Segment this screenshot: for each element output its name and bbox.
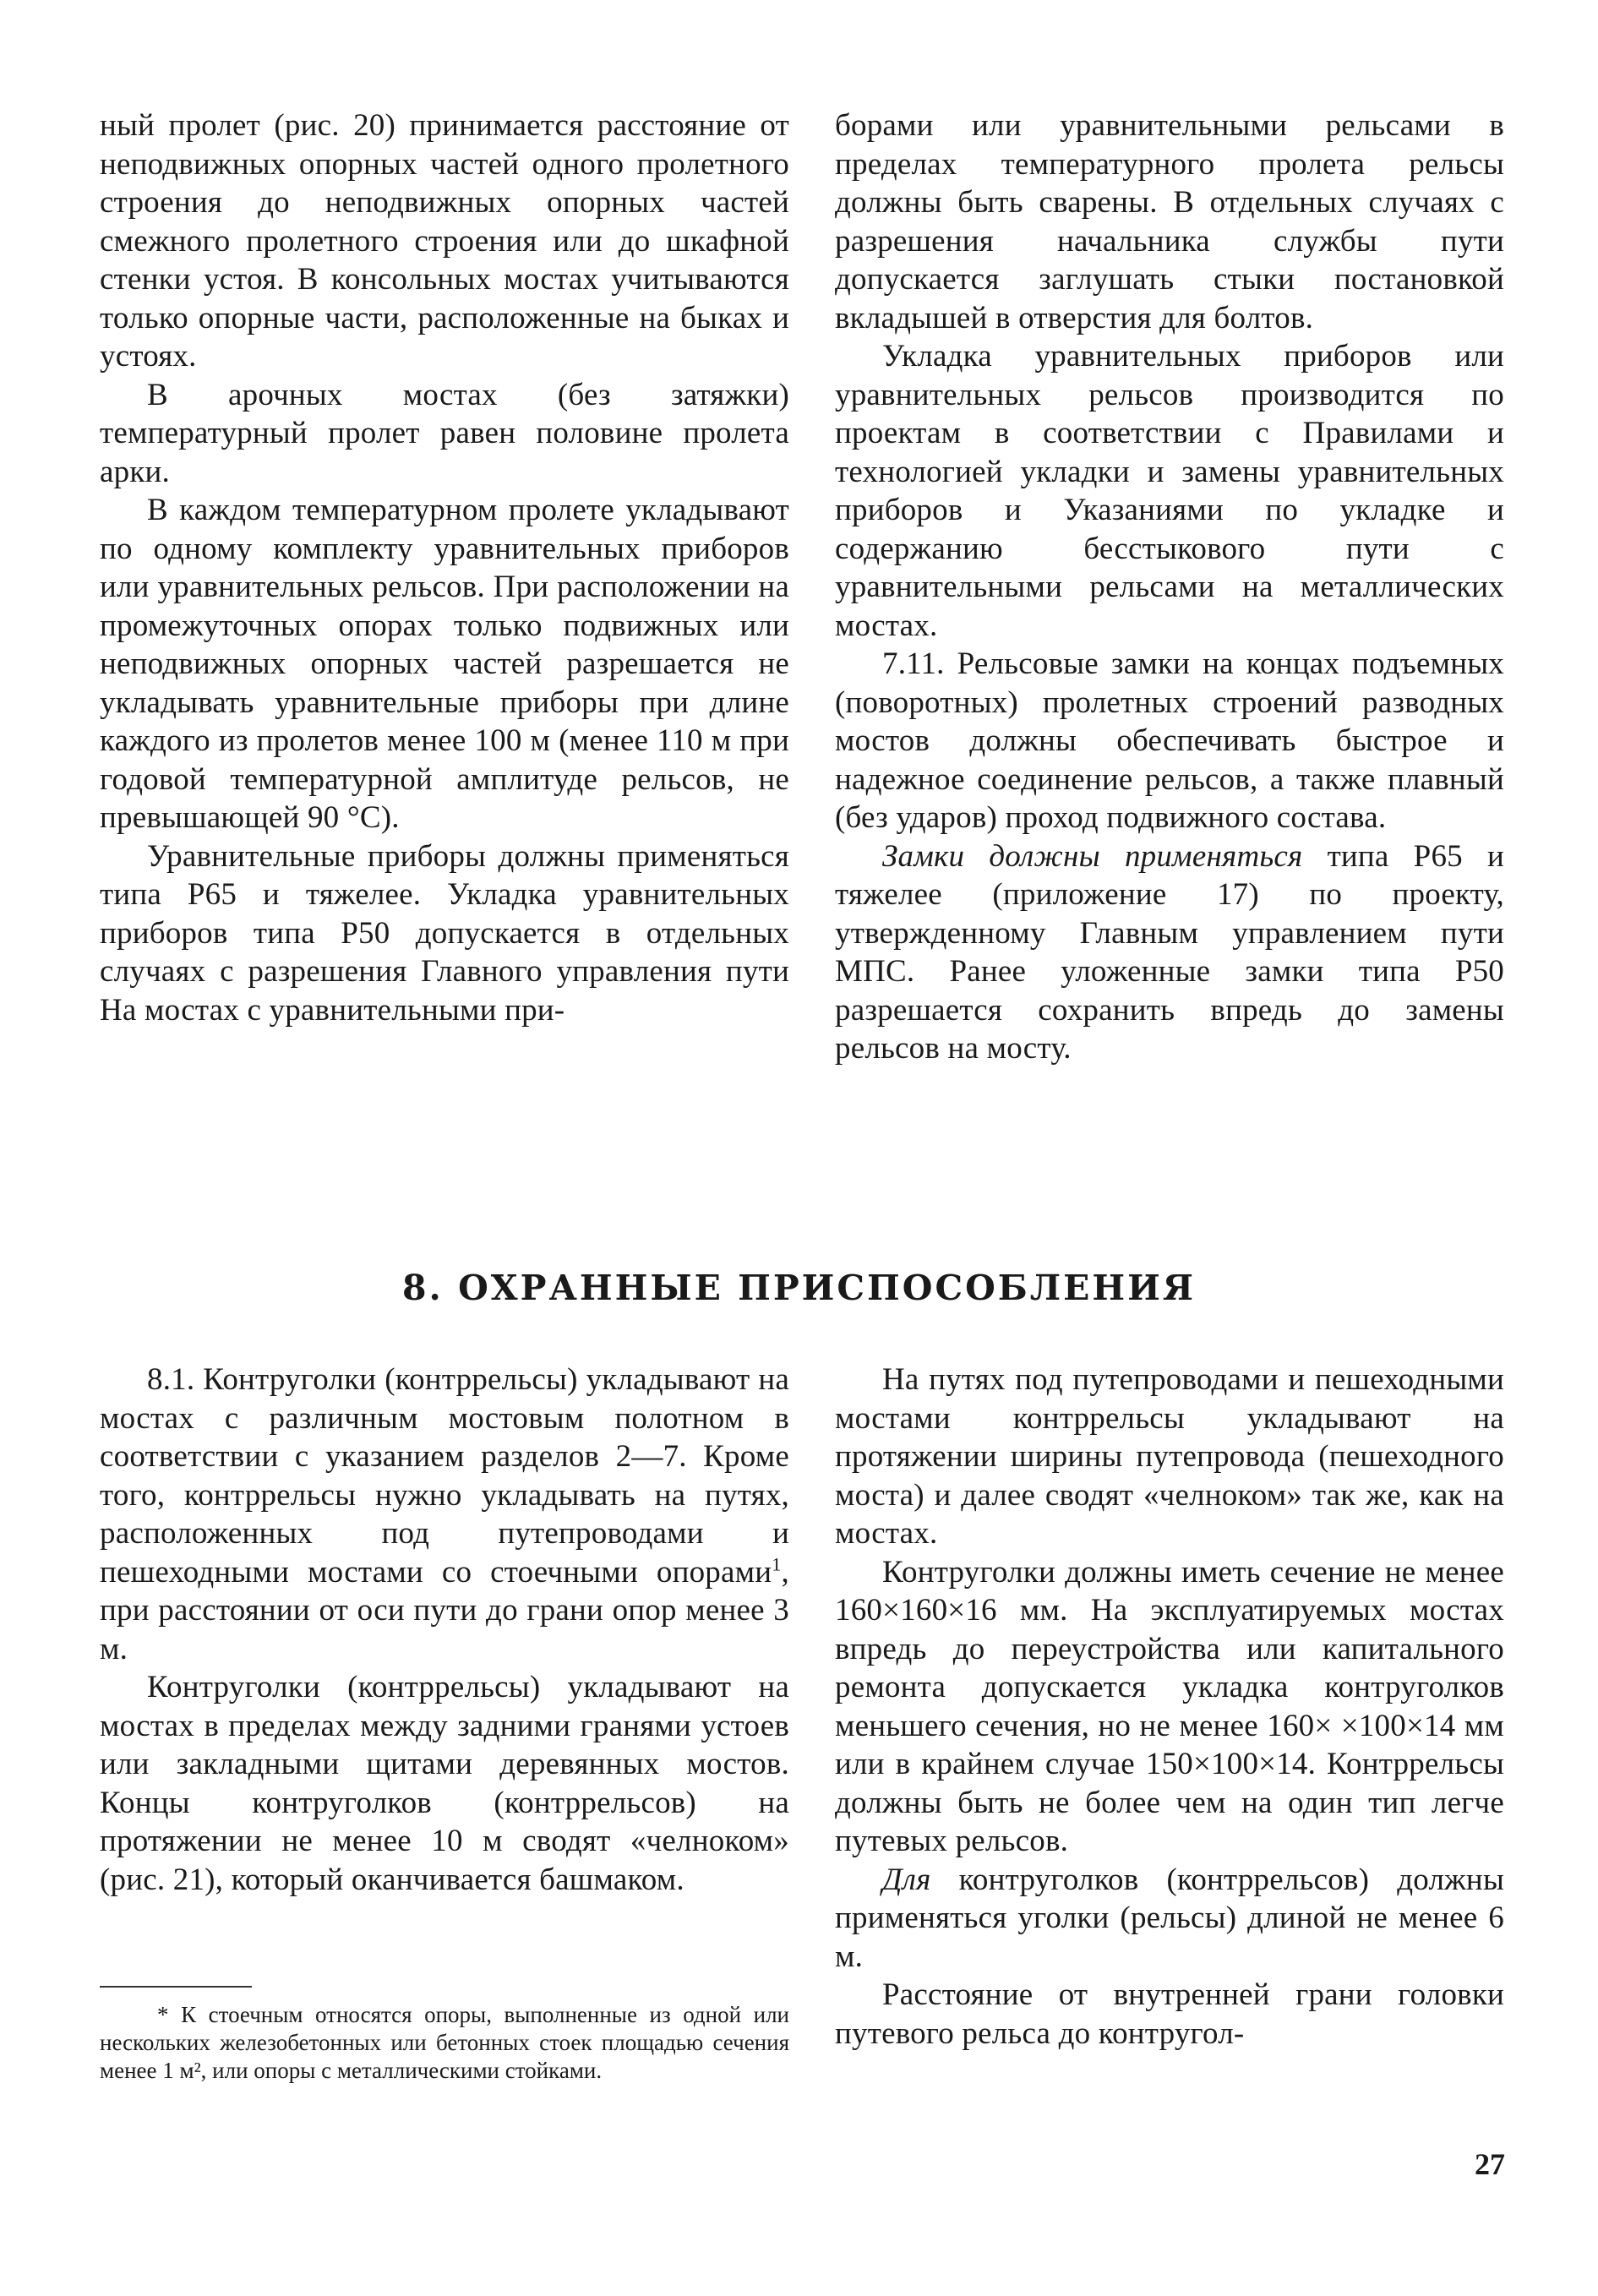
bottom-right-column [835, 1361, 1504, 2053]
footnote-text: * К стоечным относятся опоры, выполненные из одной или нескольких железобетонных или бетонных стоек площадью сечения менее 1 м², или опоры с металлическими стойками. [100, 2002, 789, 2083]
italic-text: Для [882, 1862, 931, 1897]
section-heading: 8. ОХРАННЫЕ ПРИСПОСОБЛЕНИЯ [402, 1268, 1196, 1308]
paragraph: Контруголки должны иметь сечение не менее 160×160×16 мм. На эксплуатируемых мостах впредь до переустройства или капитального ремонта допускается укладка контруголков меньшего сечения, но не менее 160× ×100×14 мм или в крайнем случае 150×100×14. Контррельсы должны быть не более чем на один тип легче путевых рельсов. [835, 1554, 1504, 1858]
paragraph [100, 1361, 789, 1668]
paragraph: Уравнительные приборы должны применяться типа Р65 и тяжелее. Укладка уравнительных приборов типа Р50 допускается в отдельных случаях с разрешения Главного управления пути На мостах с уравнительными при- [100, 838, 789, 1028]
paragraph: В арочных мостах (без затяжки) температурный пролет равен половине пролета арки. [100, 377, 789, 489]
paragraph: Укладка уравнительных приборов или уравнительных рельсов производится по проектам в соответствии с Правилами и технологией укладки и замены уравнительных приборов и Указаниями по укладке и содержанию бесстыкового пути с уравнительными рельсами на металлических мостах. [835, 339, 1504, 643]
paragraph [835, 1861, 1504, 1977]
paragraph: ный пролет (рис. 20) принимается расстояние от неподвижных опорных частей одного пролетного строения до неподвижных опорных частей смежного пролетного строения или до шкафной стенки устоя. В консольных мостах учитываются только опорные части, расположенные на быках и устоях. [100, 108, 789, 374]
paragraph-text: контруголков (контррельсов) должны применяться уголки (рельсы) длиной не менее 6 м. [835, 1862, 1504, 1974]
paragraph: Расстояние от внутренней грани головки путевого рельса до контругол- [835, 1977, 1504, 2051]
top-left-column [100, 106, 789, 1029]
paragraph: борами или уравнительными рельсами в пределах температурного пролета рельсы должны быть сварены. В отдельных случаях с разрешения начальника службы пути допускается заглушать стыки постановкой вкладышей в отверстия для болтов. [835, 108, 1504, 335]
paragraph: На путях под путепроводами и пешеходными мостами контррельсы укладывают на протяжении ширины путепровода (пешеходного моста) и далее сводят «челноком» так же, как на мостах. [835, 1362, 1504, 1551]
paragraph-text: 8.1. Контруголки (контррельсы) укладывают на мостах с различным мостовым полотном в соответствии с указанием разделов 2—7. Кроме того, контррельсы нужно укладывать на путях, расположенных под путепроводами и пешеходными мостами со стоечными опорами [100, 1362, 789, 1590]
bottom-left-column [100, 1361, 789, 1899]
top-right-column [835, 106, 1504, 1068]
paragraph: В каждом температурном пролете укладывают по одному комплекту уравнительных приборов или уравнительных рельсов. При расположении на промежуточных опорах только подвижных или неподвижных опорных частей разрешается не укладывать уравнительные приборы при длине каждого из пролетов менее 100 м (менее 110 м при годовой температурной амплитуде рельсов, не превышающей 90 °С). [100, 493, 789, 835]
italic-text: Замки должны применяться [882, 838, 1303, 874]
paragraph [835, 837, 1504, 1068]
footnote-divider [100, 1986, 252, 1988]
page-number: 27 [1475, 2147, 1505, 2181]
paragraph-text: типа Р65 и тяжелее (приложение 17) по проекту, утвержденному Главным управлением пути МПС. Ранее уложенные замки типа Р50 разрешается сохранить впредь до замены рельсов на мосту. [835, 838, 1504, 1066]
paragraph: Контруголки (контррельсы) укладывают на мостах в пределах между задними гранями устоев или закладными щитами деревянных мостов. Концы контруголков (контррельсов) на протяжении не менее 10 м сводят «челноком» (рис. 21), который оканчивается башмаком. [100, 1670, 789, 1897]
footnote-marker: 1 [772, 1553, 782, 1575]
paragraph-text: , при расстоянии от оси пути до грани опор менее 3 м. [100, 1554, 789, 1666]
footnote [100, 2001, 789, 2085]
paragraph: 7.11. Рельсовые замки на концах подъемных (поворотных) пролетных строений разводных мостов должны обеспечивать быстрое и надежное соединение рельсов, а также плавный (без ударов) проход подвижного состава. [835, 646, 1504, 835]
